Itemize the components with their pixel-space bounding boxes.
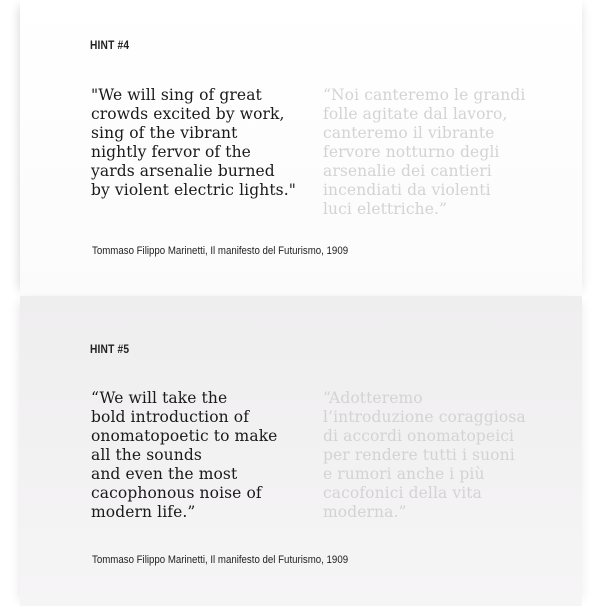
attribution: Tommaso Filippo Marinetti, Il manifesto del Futurismo, 1909	[92, 245, 349, 257]
hint-label: HINT #5	[90, 342, 130, 356]
hint-label: HINT #4	[90, 38, 130, 52]
quote-italian: “Adotteremo l’introduzione coraggiosa di accordi onomatopeici per rendere tutti i suoni e rumori anche i più cacofonici della vita moderna.”	[323, 389, 526, 521]
hint-card-5	[20, 296, 582, 606]
quote-italian: “Noi canteremo le grandi folle agitate dal lavoro, canteremo il vibrante fervore notturno degli arsenalie dei cantieri incendiati da violenti luci elettriche.”	[323, 86, 526, 218]
quote-english: "We will sing of great crowds excited by work, sing of the vibrant nightly fervor of the yards arsenalie burned by violent electric lights."	[91, 86, 296, 199]
hint-card-4	[20, 0, 582, 296]
attribution: Tommaso Filippo Marinetti, Il manifesto del Futurismo, 1909	[92, 554, 349, 566]
quote-english: “We will take the bold introduction of onomatopoetic to make all the sounds and even the most cacophonous noise of modern life.”	[91, 389, 278, 521]
